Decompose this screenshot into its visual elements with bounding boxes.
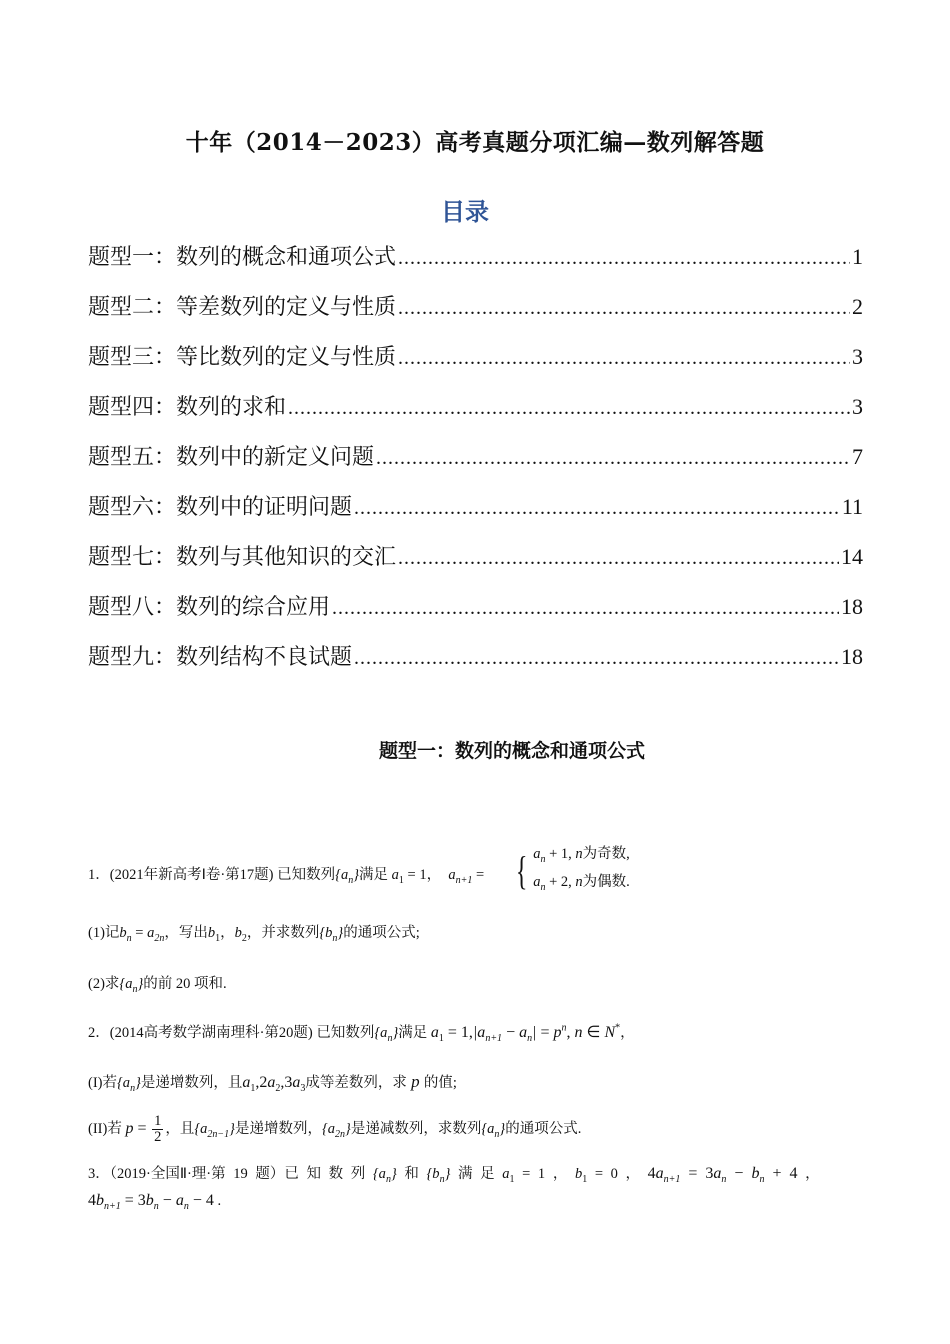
document-title: 十年（2014－2023）高考真题分项汇编—数列解答题 <box>185 129 765 156</box>
toc-item-label: 题型三：等比数列的定义与性质 <box>88 345 397 370</box>
toc-item-label: 题型七：数列与其他知识的交汇 <box>88 545 397 570</box>
toc-leader-dots <box>398 347 850 370</box>
toc-leader-dots <box>354 647 839 670</box>
toc-item-4[interactable] <box>88 390 863 440</box>
toc-item-1[interactable] <box>88 240 863 290</box>
problem-3-statement: 3．（2019·全国Ⅱ·理·第 19 题）已 知 数 列 $\{a_n\}$ 和 $\{b_n\}$ 满 足 $a_1 = 1$ ， $b_1 = 0$ ， $4a_{n+1} = 3a_n - b_n + 4$ ， <box>88 1165 820 1186</box>
toc-item-label: 题型四：数列的求和 <box>88 395 287 420</box>
toc-leader-dots <box>398 297 850 320</box>
toc-item-page: 3 <box>852 344 863 369</box>
toc-item-5[interactable] <box>88 440 863 490</box>
toc-item-3[interactable] <box>88 340 863 390</box>
fraction-one-half: $\frac{1}{2}$ <box>154 1113 162 1145</box>
toc-item-8[interactable] <box>88 590 863 640</box>
toc-item-page: 7 <box>852 444 863 469</box>
problem-2-statement: 2．(2014高考数学湖南理科·第20题) 已知数列$\{a_n\}$满足 $a_1 = 1,|a_{n+1} - a_n| = p^n$, n ∈ N*， <box>88 1022 635 1045</box>
toc-leader-dots <box>376 447 850 470</box>
toc-item-2[interactable] <box>88 290 863 340</box>
toc-item-label: 题型一：数列的概念和通项公式 <box>88 245 397 270</box>
piecewise-case-1: $a_n + 1$, n为奇数, <box>533 846 630 865</box>
table-of-contents <box>88 240 863 690</box>
problem-2-part-I: (I)若$\{a_n\}$是递增数列，且$a_1,2a_2,3a_3$成等差数列，求 p 的值; <box>88 1072 457 1095</box>
toc-heading: 目录 <box>441 198 489 226</box>
toc-item-page: 3 <box>852 394 863 419</box>
toc-item-page: 11 <box>841 494 863 519</box>
toc-leader-dots <box>354 497 840 520</box>
toc-item-9[interactable] <box>88 640 863 690</box>
problem-1-statement: 1．(2021年新高考Ⅰ卷·第17题) 已知数列$\{a_n\}$满足 $a_1 = 1$， $a_{n+1}$ = <box>88 867 485 886</box>
toc-item-label: 题型二：等差数列的定义与性质 <box>88 295 397 320</box>
toc-item-label: 题型九：数列结构不良试题 <box>88 645 353 670</box>
toc-item-page: 18 <box>841 644 863 669</box>
toc-item-page: 1 <box>852 244 863 269</box>
piecewise-formula: { $a_n + 1$, n为奇数, $a_n + 2$, n为偶数. <box>512 843 630 899</box>
toc-item-page: 2 <box>852 294 863 319</box>
toc-item-label: 题型六：数列中的证明问题 <box>88 495 353 520</box>
toc-leader-dots <box>332 597 839 620</box>
toc-item-page: 18 <box>841 594 863 619</box>
toc-item-7[interactable] <box>88 540 863 590</box>
toc-item-label: 题型五：数列中的新定义问题 <box>88 445 375 470</box>
toc-leader-dots <box>288 397 850 420</box>
toc-item-6[interactable] <box>88 490 863 540</box>
toc-leader-dots <box>398 547 839 570</box>
section-heading: 题型一：数列的概念和通项公式 <box>378 740 645 762</box>
problem-2-part-II: (II)若 p = $\frac{1}{2}$ ，且$\{a_{2n-1}\}$是递增数列，$\{a_{2n}\}$是递减数列，求数列$\{a_n\}$的通项公式. <box>88 1113 582 1145</box>
toc-leader-dots <box>398 247 850 270</box>
problem-3-statement-cont: $4b_{n+1} = 3b_n - a_n - 4$ . <box>88 1192 222 1213</box>
toc-item-label: 题型八：数列的综合应用 <box>88 595 331 620</box>
piecewise-case-2: $a_n + 2$, n为偶数. <box>533 873 630 893</box>
toc-item-page: 14 <box>841 544 863 569</box>
problem-1-part-2: (2)求$\{a_n\}$的前 20 项和. <box>88 976 227 995</box>
problem-1-part-1: (1)记$b_n = a_{2n}$，写出$b_1$，$b_2$，并求数列$\{b_n\}$的通项公式; <box>88 925 420 944</box>
